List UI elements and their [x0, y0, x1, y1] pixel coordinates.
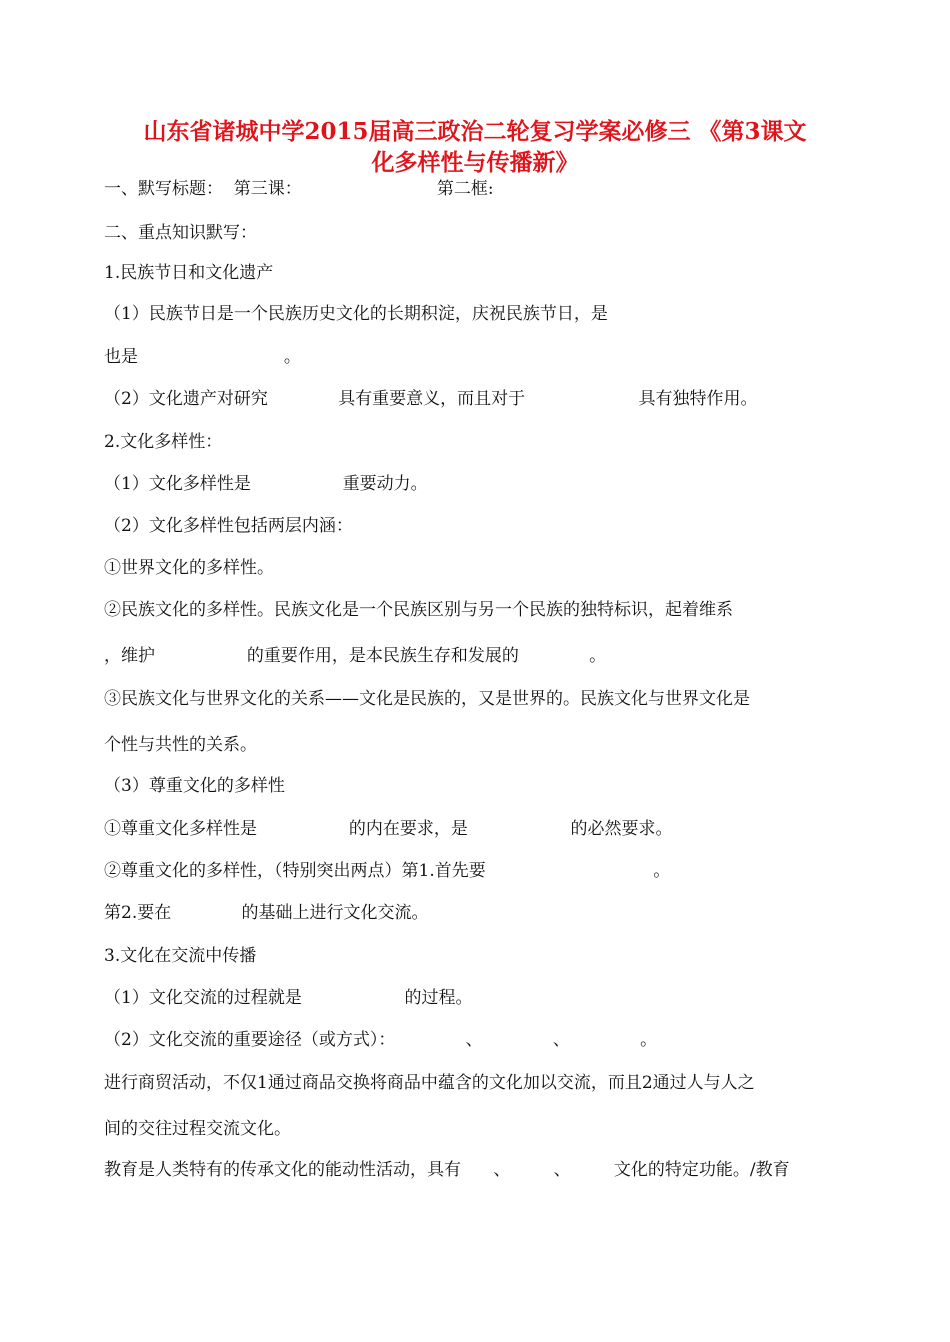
paragraph-line: 第2.要在 的基础上进行文化交流。	[104, 903, 429, 923]
paragraph-line: （1）民族节日是一个民族历史文化的长期积淀，庆祝民族节日，是	[104, 304, 608, 324]
heading-ethnic-festivals: 1.民族节日和文化遗产	[104, 263, 274, 283]
paragraph-line: 个性与共性的关系。	[104, 735, 257, 755]
section-title-fill-in: 一、默写标题： 第三课： 第二框:	[104, 179, 494, 199]
paragraph-line: ②民族文化的多样性。民族文化是一个民族区别与另一个民族的独特标识，起着维系	[104, 600, 733, 620]
heading-cultural-exchange: 3.文化在交流中传播	[104, 946, 257, 966]
document-title-line-1: 山东省诸城中学2015届高三政治二轮复习学案必修三 《第3课文	[143, 118, 807, 145]
paragraph-line: ①尊重文化多样性是 的内在要求，是 的必然要求。	[104, 819, 673, 839]
paragraph-line: （1）文化多样性是 重要动力。	[104, 474, 428, 494]
paragraph-line: （1）文化交流的过程就是 的过程。	[104, 988, 473, 1008]
paragraph-line: 也是 。	[104, 347, 301, 367]
paragraph-line: ③民族文化与世界文化的关系——文化是民族的，又是世界的。民族文化与世界文化是	[104, 689, 750, 709]
paragraph-line: 进行商贸活动，不仅1通过商品交换将商品中蕴含的文化加以交流，而且2通过人与人之	[104, 1073, 755, 1093]
paragraph-line: ，维护 的重要作用，是本民族生存和发展的 。	[104, 646, 607, 666]
paragraph-line: （2）文化多样性包括两层内涵：	[104, 516, 353, 536]
heading-cultural-diversity: 2.文化多样性：	[104, 432, 223, 452]
section-key-knowledge: 二、重点知识默写：	[104, 223, 257, 243]
paragraph-line: （2）文化交流的重要途径（或方式）： 、 、 。	[104, 1030, 658, 1050]
paragraph-line: ①世界文化的多样性。	[104, 558, 274, 578]
paragraph-line: 间的交往过程交流文化。	[104, 1119, 291, 1139]
document-title-line-2: 化多样性与传播新》	[371, 149, 579, 176]
paragraph-line: （2）文化遗产对研究 具有重要意义，而且对于 具有独特作用。	[104, 389, 758, 409]
paragraph-line: ②尊重文化的多样性，（特别突出两点）第1.首先要 。	[104, 861, 671, 881]
paragraph-line: （3）尊重文化的多样性	[104, 776, 285, 796]
paragraph-line: 教育是人类特有的传承文化的能动性活动，具有 、 、 文化的特定功能。/教育	[104, 1160, 790, 1180]
